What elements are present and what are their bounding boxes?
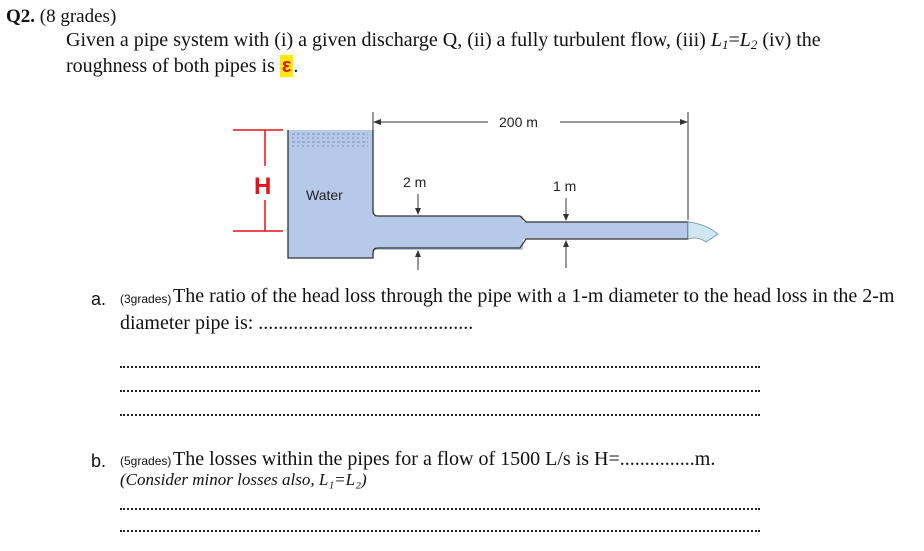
intro-tail: (iv) the: [757, 29, 821, 51]
part-b-letter: b.: [91, 451, 107, 471]
answer-line-a2[interactable]: [120, 390, 760, 392]
length-label: 200 m: [499, 114, 538, 130]
part-a-grade: (3grades): [120, 292, 172, 306]
equals-sign: =: [728, 29, 740, 51]
l-symbol-1: L: [710, 29, 722, 51]
dim-arrow-right: [680, 119, 688, 125]
part-b-text: The losses within the pipes for a flow of 1500 L/s is H=...............m.: [173, 448, 716, 470]
d1-label: 2 m: [403, 174, 427, 190]
part-b-grade: (5grades): [120, 454, 172, 468]
d2-arrowhead-top: [563, 214, 569, 221]
d1-arrowhead-top: [415, 208, 421, 215]
question-intro-line2: [66, 55, 298, 78]
small-pipe: [523, 222, 688, 239]
question-grades: (8 grades): [39, 6, 117, 27]
part-a-text-line2: diameter pipe is: ...........................................: [120, 312, 474, 334]
d2-label: 1 m: [553, 178, 577, 194]
intro-text: Given a pipe system with (i) a given discharge Q, (ii) a fully turbulent flow, (iii): [66, 29, 711, 51]
part-a-letter: a.: [91, 289, 107, 309]
question-number: Q2.: [6, 6, 36, 27]
head-label: H: [254, 173, 272, 200]
answer-line-b2[interactable]: [120, 530, 760, 532]
part-b-note: (Consider minor losses also, L₁=L₂): [120, 470, 367, 489]
part-a-text-line1: The ratio of the head loss through the pipe with a 1-m diameter to the head loss in the 2-m: [173, 285, 895, 307]
intro-period: .: [293, 55, 299, 77]
question-title: [6, 6, 116, 28]
pipe-system-figure: [228, 108, 728, 273]
large-pipe: [373, 216, 523, 250]
answer-line-a3[interactable]: [120, 414, 760, 416]
sub-1: 1: [721, 37, 729, 52]
intro-text-2: roughness of both pipes is: [66, 55, 280, 77]
answer-line-a1[interactable]: [120, 366, 760, 368]
d2-arrowhead-bottom: [563, 240, 569, 247]
outlet-jet: [688, 222, 718, 242]
dim-arrow-left: [373, 119, 381, 125]
question-intro-line1: [66, 29, 821, 53]
l-symbol-2: L: [739, 29, 751, 51]
epsilon-symbol: ε: [281, 55, 292, 77]
sub-2: 2: [750, 37, 758, 52]
d1-arrowhead-bottom: [415, 250, 421, 257]
answer-line-b1[interactable]: [120, 508, 760, 510]
water-label: Water: [306, 187, 343, 203]
